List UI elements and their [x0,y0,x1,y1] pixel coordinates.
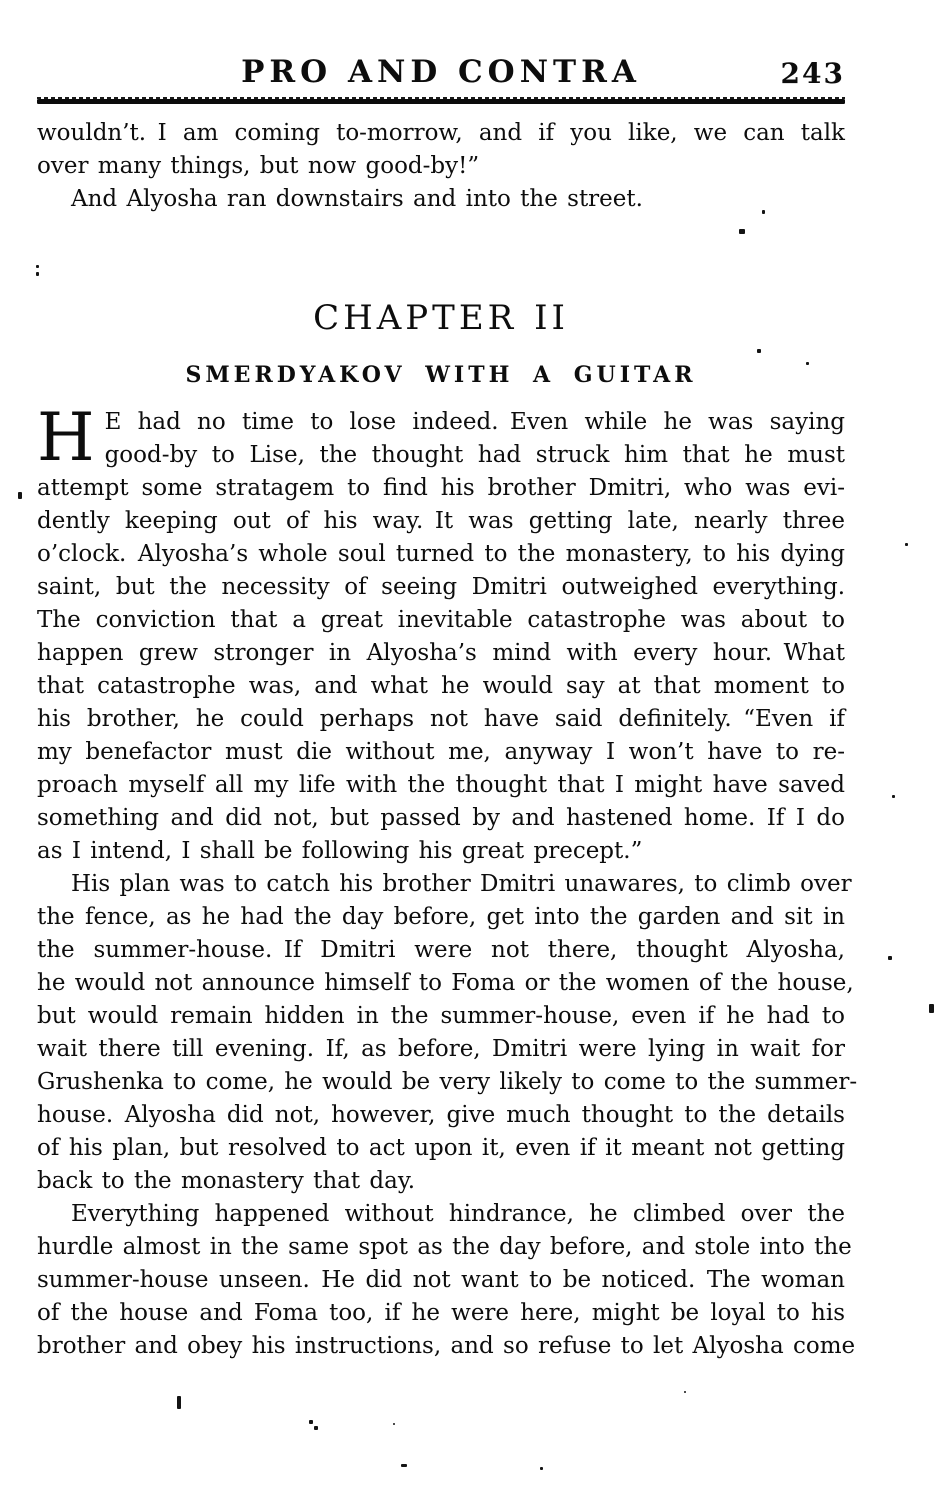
text-line: of the house and Foma too, if he were here, might be loyal to his [37,1300,845,1326]
paragraph [37,183,845,216]
text-line: dently keeping out of his way. It was getting late, nearly three [37,508,845,534]
running-header-title: PRO AND CONTRA [241,54,641,90]
paragraph [37,117,845,183]
page-body [37,117,858,1363]
text-line: happen grew stronger in Alyosha’s mind with every hour. What [37,640,845,666]
text-line: brother and obey his instructions, and so refuse to let Alyosha come [37,1333,856,1359]
text-line: my benefactor must die without me, anyway I won’t have to re- [37,739,845,765]
text-line: E had no time to lose indeed. Even while he was saying [104,409,845,435]
chapter-paragraphs [37,399,858,1363]
text-line: And Alyosha ran downstairs and into the street. [71,186,643,212]
scan-speck [393,1423,395,1425]
page-number: 243 [780,57,845,90]
text-line: The conviction that a great inevitable catastrophe was about to [37,607,845,633]
text-line: over many things, but now good-by!” [37,153,480,179]
scan-speck [401,1464,407,1467]
text-line: proach myself all my life with the thought that I might have saved [37,772,845,798]
chapter-heading: CHAPTER II [313,298,569,338]
text-line: Everything happened without hindrance, he climbed over the [71,1201,845,1227]
text-line: saint, but the necessity of seeing Dmitri outweighed everything. [37,574,845,600]
text-line: wait there till evening. If, as before, Dmitri were lying in wait for [37,1036,845,1062]
chapter-subtitle: SMERDYAKOV WITH A GUITAR [185,362,697,388]
text-line: of his plan, but resolved to act upon it, even if it meant not getting [37,1135,845,1161]
paragraph [37,1198,856,1363]
text-line: good-by to Lise, the thought had struck him that he must [104,442,845,468]
text-line: wouldn’t. I am coming to-morrow, and if you like, we can talk [37,120,845,146]
text-line: Grushenka to come, he would be very likely to come to the summer- [37,1069,858,1095]
header-rule [37,97,845,104]
text-line: attempt some stratagem to find his brother Dmitri, who was evi- [37,475,845,501]
scan-speck [684,1391,686,1393]
text-line: something and did not, but passed by and hastened home. If I do [37,805,845,831]
scan-speck [540,1467,543,1470]
scan-speck [314,1426,318,1430]
text-line: summer-house unseen. He did not want to be noticed. The woman [37,1267,845,1293]
text-line: house. Alyosha did not, however, give much thought to the details [37,1102,845,1128]
text-column [0,54,934,1363]
text-line: o’clock. Alyosha’s whole soul turned to the monastery, to his dying [37,541,845,567]
text-line: but would remain hidden in the summer-house, even if he had to [37,1003,845,1029]
text-line: hurdle almost in the same spot as the day before, and stole into the [37,1234,852,1260]
scan-speck [177,1396,181,1409]
text-line: his brother, he could perhaps not have said definitely. “Even if [37,706,845,732]
text-line: His plan was to catch his brother Dmitri unawares, to climb over [71,871,852,897]
text-line: that catastrophe was, and what he would say at that moment to [37,673,845,699]
text-line: he would not announce himself to Foma or the women of the house, [37,970,854,996]
paragraph [37,399,845,868]
running-header [37,54,845,90]
header-rule-bar [37,99,845,104]
drop-cap-letter: H [37,399,95,476]
text-line: back to the monastery that day. [37,1168,416,1194]
paragraph [37,868,858,1198]
scan-speck [309,1420,313,1424]
text-line: as I intend, I shall be following his great precept.” [37,838,643,864]
continuation-paragraphs [37,117,845,216]
text-line: the fence, as he had the day before, get into the garden and sit in [37,904,845,930]
text-line: the summer-house. If Dmitri were not there, thought Alyosha, [37,937,845,963]
